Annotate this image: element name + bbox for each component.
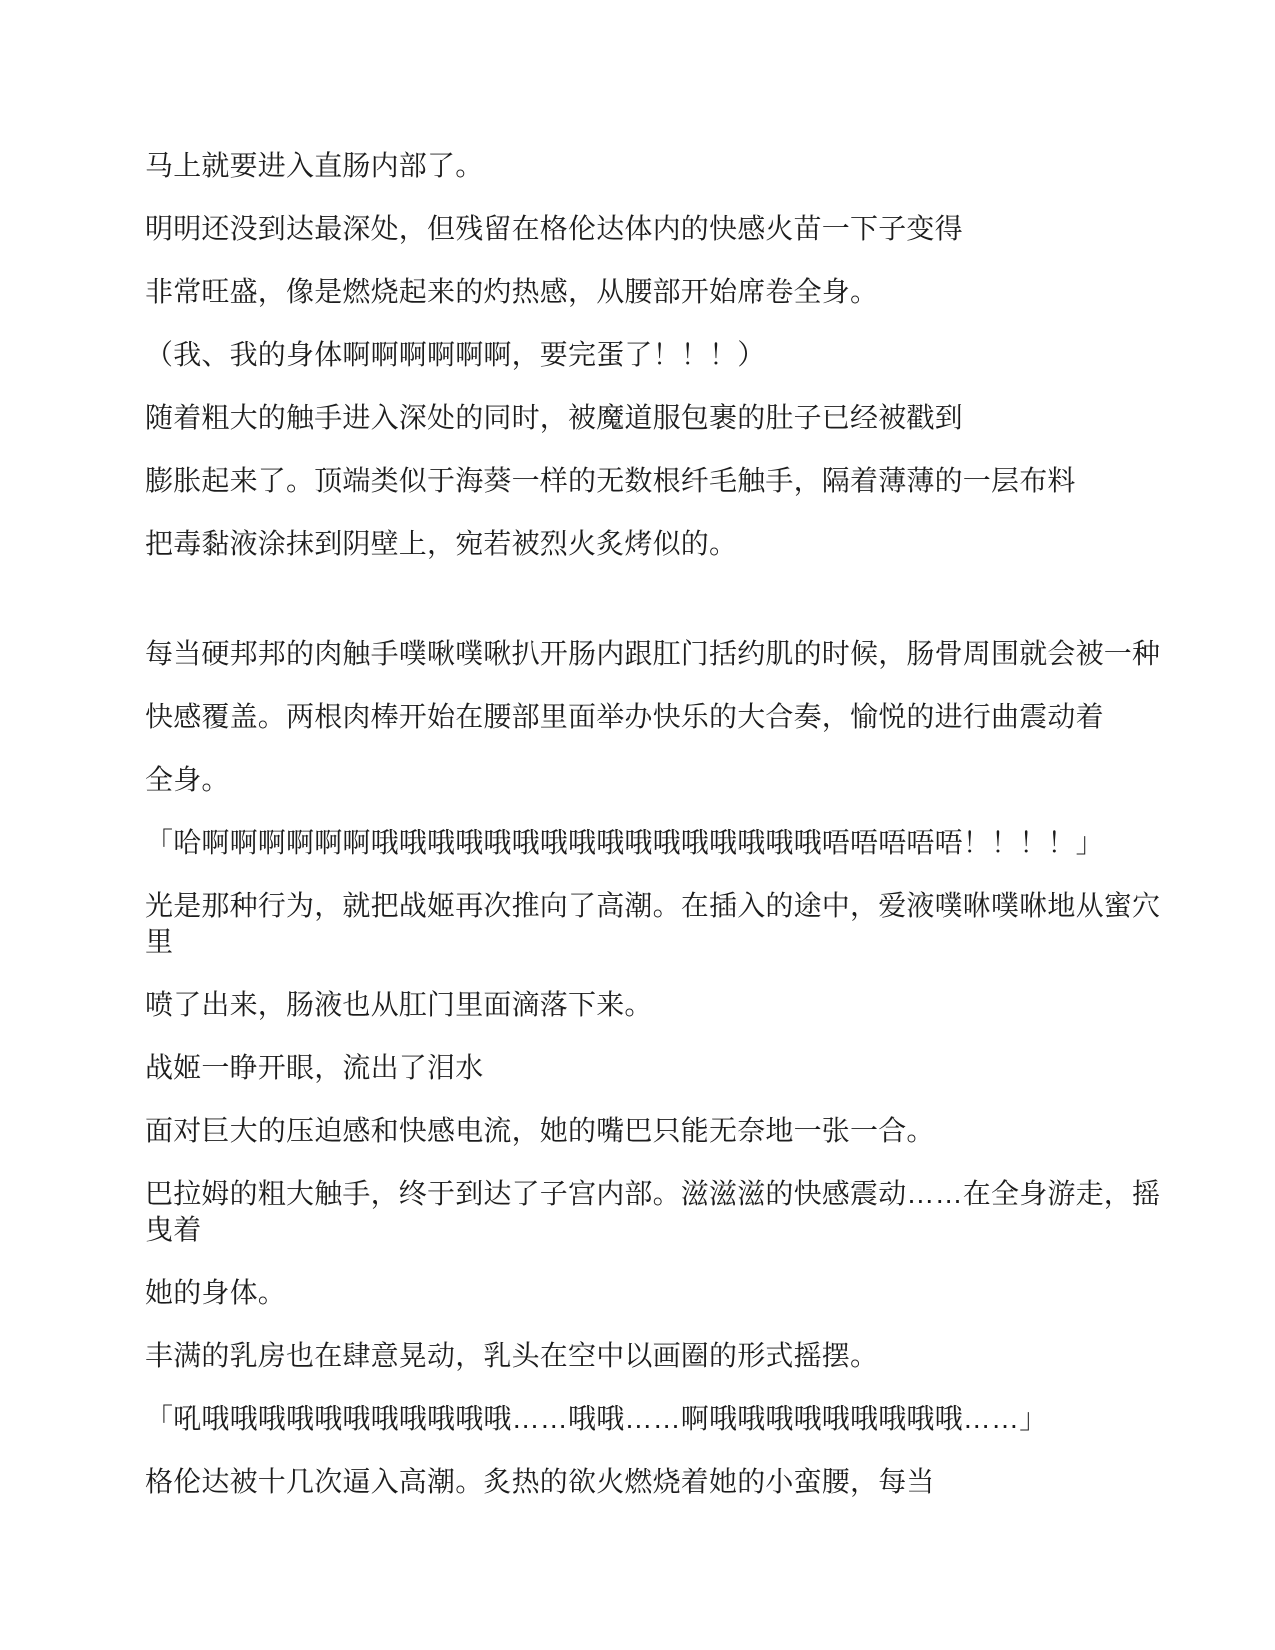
paragraph xyxy=(145,1464,1185,1500)
text-line: 快感覆盖。两根肉棒开始在腰部里面举办快乐的大合奏，愉悦的进行曲震动着 xyxy=(145,701,1104,732)
text-line: 把毒黏液涂抹到阴壁上，宛若被烈火炙烤似的。 xyxy=(145,528,738,559)
paragraph xyxy=(145,699,1185,735)
text-line: 非常旺盛，像是燃烧起来的灼热感，从腰部开始席卷全身。 xyxy=(145,276,879,307)
paragraph xyxy=(145,463,1185,499)
text-line: 战姬一睁开眼，流出了泪水 xyxy=(145,1052,484,1083)
paragraph xyxy=(145,400,1185,436)
text-line: 光是那种行为，就把战姬再次推向了高潮。在插入的途中，爱液噗咻噗咻地从蜜穴 xyxy=(145,890,1161,921)
paragraph xyxy=(145,1338,1185,1374)
paragraph xyxy=(145,825,1185,861)
text-line: 马上就要进入直肠内部了。 xyxy=(145,150,484,181)
text-line: 「吼哦哦哦哦哦哦哦哦哦哦哦……哦哦……啊哦哦哦哦哦哦哦哦哦……」 xyxy=(145,1403,1048,1434)
paragraph xyxy=(145,1176,1185,1248)
text-line: 巴拉姆的粗大触手，终于到达了子宫内部。滋滋滋的快感震动……在全身游走，摇 xyxy=(145,1178,1161,1209)
paragraph xyxy=(145,1113,1185,1149)
paragraph xyxy=(145,1401,1185,1437)
text-line: 每当硬邦邦的肉触手噗啾噗啾扒开肠内跟肛门括约肌的时候，肠骨周围就会被一种 xyxy=(145,638,1161,669)
text-line: 里 xyxy=(145,926,174,957)
paragraph xyxy=(145,274,1185,310)
paragraph xyxy=(145,888,1185,960)
paragraph xyxy=(145,337,1185,373)
text-line: 喷了出来，肠液也从肛门里面滴落下来。 xyxy=(145,989,653,1020)
blank-line xyxy=(145,589,1185,609)
text-line: 膨胀起来了。顶端类似于海葵一样的无数根纤毛触手，隔着薄薄的一层布料 xyxy=(145,465,1076,496)
text-line: 明明还没到达最深处，但残留在格伦达体内的快感火苗一下子变得 xyxy=(145,213,963,244)
paragraph xyxy=(145,1275,1185,1311)
text-line: 她的身体。 xyxy=(145,1277,287,1308)
paragraph xyxy=(145,762,1185,798)
text-line: 「哈啊啊啊啊啊啊哦哦哦哦哦哦哦哦哦哦哦哦哦哦哦哦唔唔唔唔唔！！！！」 xyxy=(145,827,1104,858)
paragraph xyxy=(145,526,1185,562)
text-line: 格伦达被十几次逼入高潮。炙热的欲火燃烧着她的小蛮腰，每当 xyxy=(145,1466,935,1497)
paragraph xyxy=(145,636,1185,672)
text-line: （我、我的身体啊啊啊啊啊啊，要完蛋了！！！） xyxy=(145,339,766,370)
text-line: 面对巨大的压迫感和快感电流，她的嘴巴只能无奈地一张一合。 xyxy=(145,1115,935,1146)
text-line: 随着粗大的触手进入深处的同时，被魔道服包裹的肚子已经被戳到 xyxy=(145,402,963,433)
text-content xyxy=(145,148,1185,1527)
paragraph xyxy=(145,211,1185,247)
paragraph xyxy=(145,987,1185,1023)
paragraph xyxy=(145,148,1185,184)
text-line: 丰满的乳房也在肆意晃动，乳头在空中以画圈的形式摇摆。 xyxy=(145,1340,879,1371)
text-line: 全身。 xyxy=(145,764,230,795)
paragraph xyxy=(145,1050,1185,1086)
text-line: 曳着 xyxy=(145,1214,202,1245)
